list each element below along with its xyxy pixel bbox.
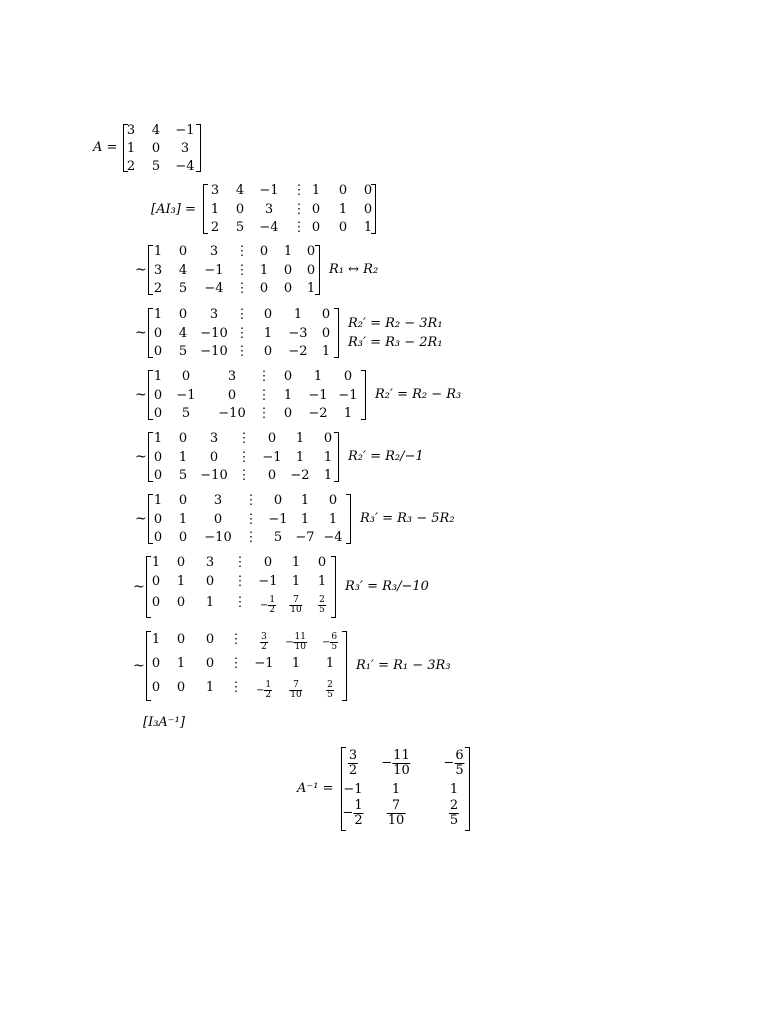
matrix-cell: 3 (227, 369, 237, 384)
matrix-cell: 0 (363, 183, 373, 198)
matrix-cell: 0 (283, 369, 293, 384)
matrix-cell: 1 (321, 344, 331, 359)
matrix-cell: 0 (153, 344, 163, 359)
matrix-cell: 0 (153, 326, 163, 341)
matrix-cell: ⋮ (244, 530, 258, 545)
matrix-cell: 0 (321, 307, 331, 322)
matrix-cell: ⋮ (233, 555, 247, 570)
matrix-cell: 3 (153, 263, 163, 278)
matrix-cell: 1 (338, 202, 348, 217)
matrix-cell: 1 (153, 369, 163, 384)
matrix-cell: 1 (283, 388, 293, 403)
matrix-cell: 0 (363, 202, 373, 217)
matrix-cell: ⋮ (257, 369, 271, 384)
matrix-cell: ⋮ (292, 202, 306, 217)
matrix-cell: 0 (176, 680, 186, 695)
matrix-cell: −2 (308, 406, 328, 421)
matrix-cell: −3 (288, 326, 308, 341)
step-matrix-3 (148, 370, 366, 420)
matrix-cell: 0 (153, 406, 163, 421)
matrix-cell: −1 (308, 388, 328, 403)
matrix-cell: 0 (205, 574, 215, 589)
matrix-cell: 0 (283, 281, 293, 296)
matrix-cell: −1 (259, 183, 279, 198)
matrix-cell: 0 (153, 450, 163, 465)
right-bracket (361, 370, 366, 420)
matrix-cell: 3 (264, 202, 274, 217)
matrix-cell: 1 (205, 595, 215, 610)
matrix-cell: 0 (153, 388, 163, 403)
matrix-cell: ⋮ (292, 220, 306, 235)
matrix-cell: 1 (449, 782, 459, 797)
matrix-cell: ⋮ (235, 244, 249, 259)
matrix-cell: ⋮ (229, 680, 243, 695)
matrix-cell: ⋮ (235, 326, 249, 341)
matrix-cell: − $\frac{11}{10}$ (381, 748, 410, 778)
matrix-cell: 3 (209, 307, 219, 322)
right-bracket (331, 556, 336, 618)
matrix-cell: 0 (153, 468, 163, 483)
matrix-cell: 1 (178, 512, 188, 527)
matrix-cell: 5 (178, 281, 188, 296)
augmented-label: [AI₃] = (151, 202, 196, 217)
matrix-cell: 1 (300, 493, 310, 508)
matrix-cell: 1 (263, 326, 273, 341)
matrix-cell: 1 (291, 555, 301, 570)
matrix-cell: 0 (227, 388, 237, 403)
matrix-cell: 1 (283, 244, 293, 259)
matrix-cell: 0 (259, 244, 269, 259)
matrix-cell: $\frac{7}{10}$ (387, 798, 405, 828)
matrix-cell: ⋮ (233, 574, 247, 589)
matrix-cell: 1 (293, 307, 303, 322)
matrix-cell: −4 (175, 159, 195, 174)
matrix-cell: ⋮ (235, 307, 249, 322)
matrix-cell: 0 (213, 512, 223, 527)
inverse-matrix (341, 747, 470, 831)
matrix-cell: 0 (209, 450, 219, 465)
right-bracket (465, 747, 470, 831)
matrix-cell: 1 (363, 220, 373, 235)
matrix-cell: 0 (283, 263, 293, 278)
tilde-symbol: ~ (135, 511, 147, 527)
matrix-cell: 1 (325, 656, 335, 671)
matrix-cell: −1 (254, 656, 274, 671)
matrix-cell: $\frac{7}{10}$ (290, 680, 302, 701)
matrix-cell: −10 (200, 326, 228, 341)
matrix-cell: −1 (176, 388, 196, 403)
tilde-symbol: ~ (133, 579, 145, 595)
matrix-cell: 0 (311, 202, 321, 217)
matrix-cell: 1 (391, 782, 401, 797)
matrix-cell: ⋮ (233, 595, 247, 610)
matrix-cell: 4 (178, 326, 188, 341)
matrix-cell: 0 (338, 220, 348, 235)
matrix-cell: 0 (267, 468, 277, 483)
matrix-cell: 0 (153, 512, 163, 527)
step-matrix-5 (148, 494, 351, 544)
matrix-cell: $\frac{3}{2}$ (348, 748, 358, 778)
matrix-cell: 2 (126, 159, 136, 174)
left-bracket (148, 245, 153, 295)
left-bracket (148, 494, 153, 544)
matrix-cell: 1 (259, 263, 269, 278)
matrix-cell: −2 (288, 344, 308, 359)
left-bracket (148, 370, 153, 420)
matrix-cell: 3 (205, 555, 215, 570)
matrix-cell: −10 (200, 468, 228, 483)
result-label: [I₃A⁻¹] (143, 715, 185, 730)
right-bracket (342, 631, 347, 701)
matrix-cell: 2 (153, 281, 163, 296)
matrix-cell: − $\frac{6}{5}$ (443, 748, 464, 778)
matrix-cell: 3 (209, 431, 219, 446)
row-operation: R₁′ = R₁ − 3R₃ (356, 658, 451, 673)
matrix-cell: ⋮ (244, 512, 258, 527)
matrix-cell: 1 (306, 281, 316, 296)
matrix-cell: 1 (153, 307, 163, 322)
right-bracket (315, 245, 320, 295)
matrix-cell: 1 (295, 450, 305, 465)
tilde-symbol: ~ (135, 387, 147, 403)
matrix-cell: 1 (153, 244, 163, 259)
matrix-cell: ⋮ (235, 263, 249, 278)
matrix-cell: 1 (151, 555, 161, 570)
matrix-cell: 0 (205, 656, 215, 671)
matrix-cell: −4 (204, 281, 224, 296)
matrix-cell: −7 (295, 530, 315, 545)
matrix-cell: 1 (178, 450, 188, 465)
matrix-cell: − $\frac{1}{2}$ (255, 680, 272, 701)
matrix-cell: −1 (204, 263, 224, 278)
matrix-cell: ⋮ (292, 183, 306, 198)
matrix-cell: ⋮ (235, 281, 249, 296)
tilde-symbol: ~ (135, 325, 147, 341)
matrix-cell: 0 (178, 493, 188, 508)
matrix-cell: 0 (273, 493, 283, 508)
matrix-cell: ⋮ (237, 450, 251, 465)
right-bracket (334, 432, 339, 482)
matrix-cell: ⋮ (237, 468, 251, 483)
matrix-cell: 0 (176, 632, 186, 647)
matrix-cell: 1 (291, 656, 301, 671)
matrix-cell: 0 (323, 431, 333, 446)
matrix-cell: 0 (311, 220, 321, 235)
matrix-cell: 1 (323, 450, 333, 465)
matrix-cell: 1 (311, 183, 321, 198)
matrix-cell: 0 (263, 344, 273, 359)
matrix-cell: 0 (178, 244, 188, 259)
matrix-cell: 1 (323, 468, 333, 483)
row-operation: R₂′ = R₂ − R₃ (375, 387, 462, 402)
matrix-cell: 0 (267, 431, 277, 446)
matrix-cell: 0 (176, 555, 186, 570)
matrix-cell: 1 (153, 493, 163, 508)
left-bracket (146, 631, 151, 701)
inverse-label: A⁻¹ = (297, 781, 334, 796)
matrix-cell: 0 (178, 431, 188, 446)
matrix-cell: 3 (180, 141, 190, 156)
row-operation: R₁ ↔ R₂ (329, 262, 379, 277)
matrix-cell: 0 (178, 307, 188, 322)
matrix-cell: −1 (268, 512, 288, 527)
matrix-cell: 0 (263, 307, 273, 322)
matrix-a (123, 124, 201, 172)
right-bracket (346, 494, 351, 544)
matrix-cell: 0 (317, 555, 327, 570)
tilde-symbol: ~ (135, 262, 147, 278)
matrix-cell: 5 (273, 530, 283, 545)
matrix-cell: 0 (263, 555, 273, 570)
matrix-cell: 0 (328, 493, 338, 508)
matrix-a-label: A = (93, 140, 118, 155)
matrix-cell: −1 (262, 450, 282, 465)
matrix-cell: 0 (178, 530, 188, 545)
matrix-cell: 1 (295, 431, 305, 446)
row-operation: R₂′ = R₂ − 3R₁ (348, 316, 443, 331)
matrix-cell: 0 (306, 263, 316, 278)
matrix-cell: −10 (204, 530, 232, 545)
matrix-cell: 1 (176, 574, 186, 589)
matrix-cell: 0 (283, 406, 293, 421)
matrix-cell: −1 (338, 388, 358, 403)
matrix-cell: ⋮ (237, 431, 251, 446)
step-matrix-4 (148, 432, 339, 482)
matrix-cell: 1 (151, 632, 161, 647)
matrix-cell: 0 (151, 656, 161, 671)
matrix-cell: ⋮ (257, 388, 271, 403)
matrix-cell: 2 (210, 220, 220, 235)
matrix-cell: −4 (323, 530, 343, 545)
tilde-symbol: ~ (135, 449, 147, 465)
matrix-cell: ⋮ (235, 344, 249, 359)
matrix-cell: 3 (126, 123, 136, 138)
matrix-cell: −1 (258, 574, 278, 589)
matrix-cell: 0 (176, 595, 186, 610)
matrix-cell: $\frac{7}{10}$ (290, 595, 302, 616)
matrix-cell: $\frac{3}{2}$ (261, 632, 267, 653)
right-bracket (196, 124, 201, 172)
matrix-cell: 0 (338, 183, 348, 198)
matrix-cell: 4 (235, 183, 245, 198)
row-operation: R₃′ = R₃ − 5R₂ (360, 511, 455, 526)
matrix-cell: 1 (205, 680, 215, 695)
matrix-cell: 0 (306, 244, 316, 259)
matrix-cell: 0 (153, 530, 163, 545)
matrix-cell: −4 (259, 220, 279, 235)
matrix-cell: −1 (343, 782, 363, 797)
matrix-cell: $\frac{2}{5}$ (449, 798, 459, 828)
matrix-cell: 1 (153, 431, 163, 446)
left-bracket (148, 308, 153, 358)
matrix-cell: 4 (151, 123, 161, 138)
left-bracket (148, 432, 153, 482)
matrix-cell: 0 (151, 680, 161, 695)
matrix-cell: 3 (210, 183, 220, 198)
step-matrix-2 (148, 308, 339, 358)
matrix-cell: 1 (328, 512, 338, 527)
matrix-cell: 1 (210, 202, 220, 217)
matrix-cell: 1 (300, 512, 310, 527)
matrix-cell: 5 (178, 468, 188, 483)
matrix-cell: 0 (235, 202, 245, 217)
matrix-cell: − $\frac{6}{5}$ (321, 632, 338, 653)
matrix-cell: 0 (205, 632, 215, 647)
matrix-cell: $\frac{2}{5}$ (319, 595, 325, 616)
matrix-cell: 5 (181, 406, 191, 421)
matrix-cell: ⋮ (229, 656, 243, 671)
row-operation: R₂′ = R₂/−1 (348, 449, 424, 464)
matrix-cell: − $\frac{11}{10}$ (285, 632, 306, 653)
matrix-cell: 0 (259, 281, 269, 296)
matrix-cell: −10 (200, 344, 228, 359)
matrix-cell: − $\frac{1}{2}$ (342, 798, 363, 828)
row-operation: R₃′ = R₃/−10 (345, 579, 429, 594)
matrix-cell: −1 (175, 123, 195, 138)
matrix-cell: 0 (151, 574, 161, 589)
matrix-cell: ⋮ (257, 406, 271, 421)
matrix-cell: −10 (218, 406, 246, 421)
matrix-cell: 1 (313, 369, 323, 384)
row-operation: R₃′ = R₃ − 2R₁ (348, 335, 443, 350)
matrix-cell: − $\frac{1}{2}$ (259, 595, 276, 616)
matrix-cell: 0 (181, 369, 191, 384)
matrix-cell: 1 (317, 574, 327, 589)
tilde-symbol: ~ (133, 658, 145, 674)
right-bracket (334, 308, 339, 358)
matrix-cell: 1 (291, 574, 301, 589)
matrix-cell: 1 (126, 141, 136, 156)
matrix-cell: 1 (176, 656, 186, 671)
step-matrix-1 (148, 245, 320, 295)
step-matrix-6 (146, 556, 336, 618)
matrix-cell: 3 (213, 493, 223, 508)
matrix-cell: 0 (343, 369, 353, 384)
matrix-cell: 1 (343, 406, 353, 421)
matrix-cell: 5 (235, 220, 245, 235)
left-bracket (146, 556, 151, 618)
matrix-cell: −2 (290, 468, 310, 483)
matrix-cell: 5 (151, 159, 161, 174)
matrix-cell: 0 (321, 326, 331, 341)
matrix-cell: 4 (178, 263, 188, 278)
augmented-matrix (203, 184, 376, 234)
matrix-cell: ⋮ (244, 493, 258, 508)
matrix-cell: ⋮ (229, 632, 243, 647)
matrix-cell: 0 (151, 141, 161, 156)
matrix-cell: $\frac{2}{5}$ (327, 680, 333, 701)
matrix-cell: 0 (151, 595, 161, 610)
matrix-cell: 5 (178, 344, 188, 359)
matrix-cell: 3 (209, 244, 219, 259)
left-bracket (203, 184, 208, 234)
step-matrix-7 (146, 631, 347, 701)
